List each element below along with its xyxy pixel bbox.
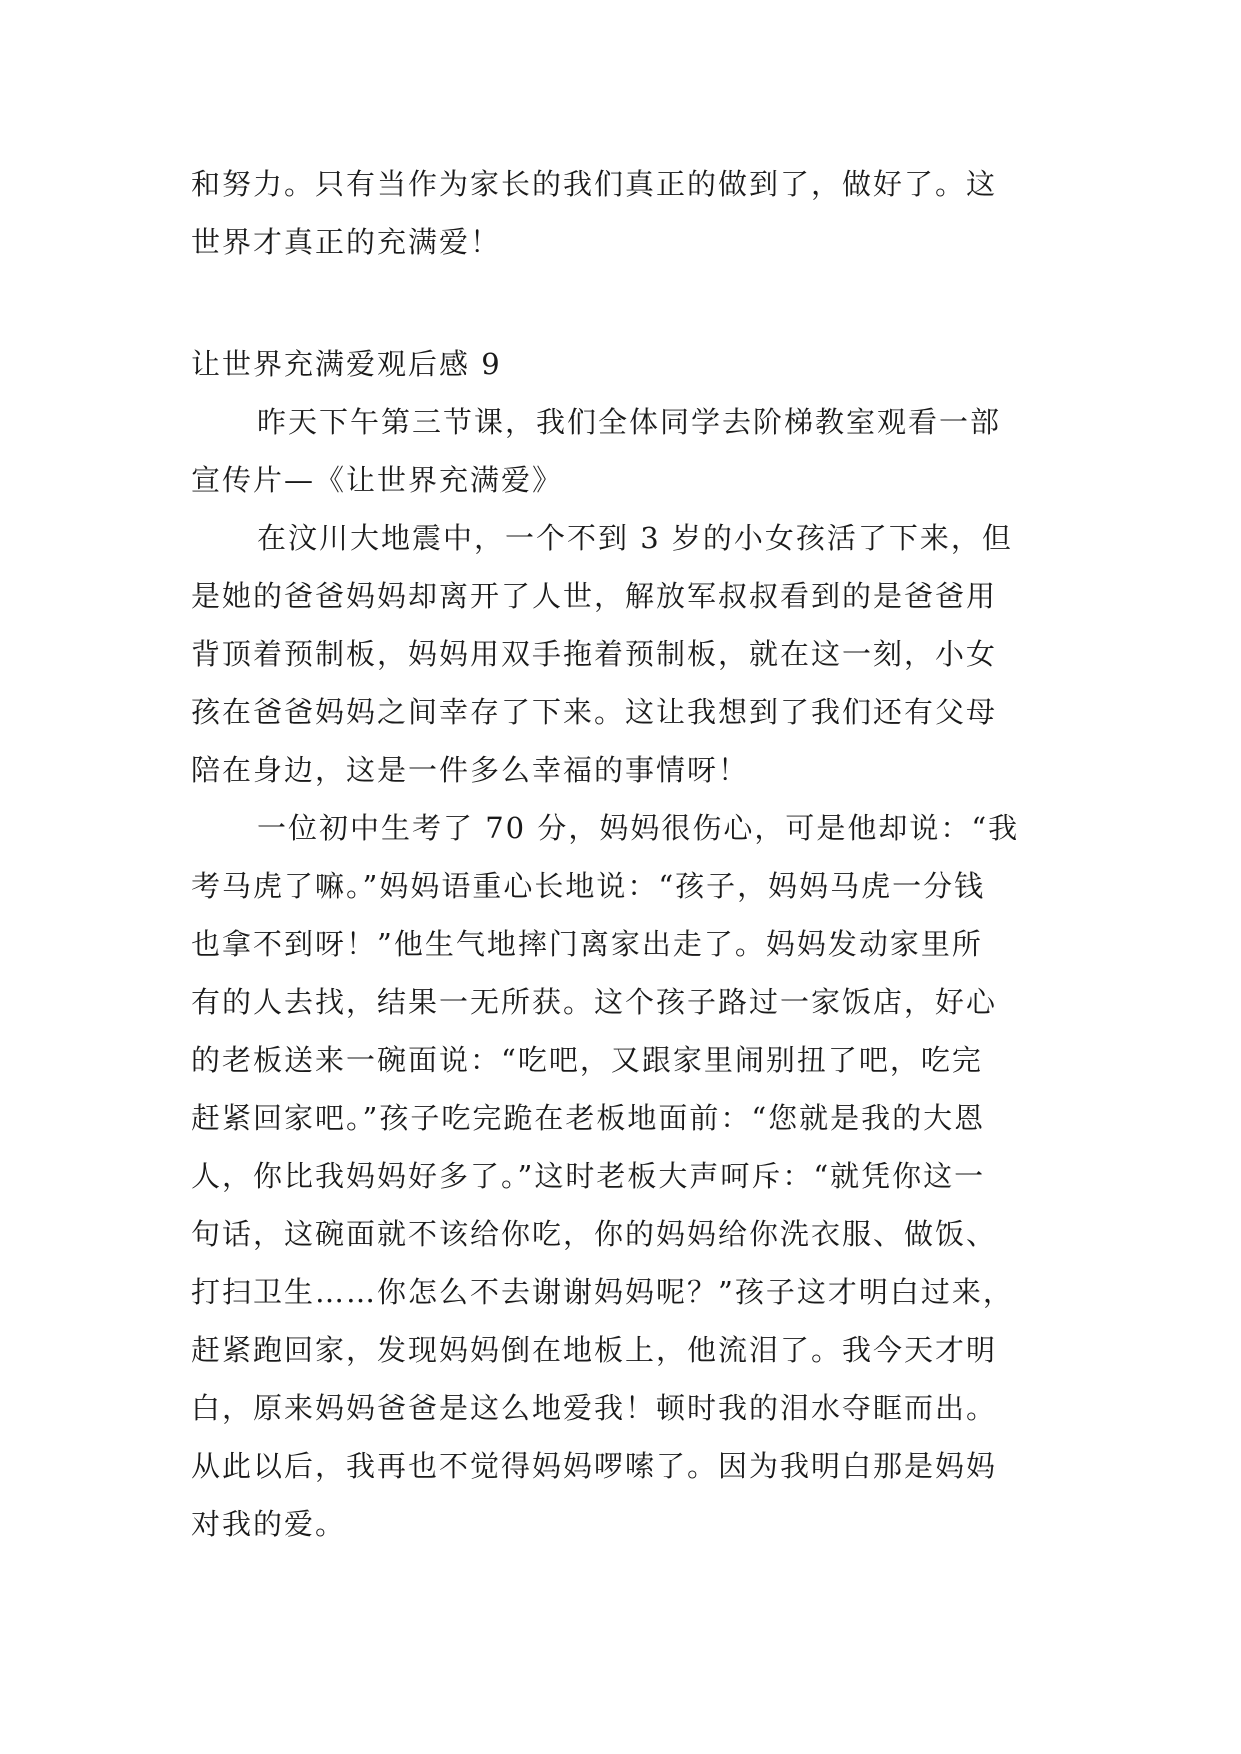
text-line: 背顶着预制板，妈妈用双手拖着预制板，就在这一刻，小女 (191, 637, 998, 671)
text-line: 世界才真正的充满爱！ (191, 225, 502, 259)
text-line: 一位初中生考了 70 分，妈妈很伤心，可是他却说：“我 (257, 811, 1020, 845)
text-line: 在汶川大地震中，一个不到 3 岁的小女孩活了下来，但 (257, 521, 1013, 555)
text-line: 昨天下午第三节课，我们全体同学去阶梯教室观看一部 (257, 405, 1002, 439)
text-line: 有的人去找，结果一无所获。这个孩子路过一家饭店，好心 (191, 985, 998, 1019)
text-line: 陪在身边，这是一件多么幸福的事情呀！ (191, 753, 750, 787)
text-line: 从此以后，我再也不觉得妈妈啰嗦了。因为我明白那是妈妈 (191, 1449, 998, 1483)
text-line: 人，你比我妈妈好多了。”这时老板大声呵斥：“就凭你这一 (191, 1159, 986, 1193)
text-line: 白，原来妈妈爸爸是这么地爱我！顿时我的泪水夺眶而出。 (191, 1391, 998, 1425)
text-line: 对我的爱。 (191, 1507, 347, 1541)
text-line: 孩在爸爸妈妈之间幸存了下来。这让我想到了我们还有父母 (191, 695, 998, 729)
text-line: 的老板送来一碗面说：“吃吧，又跟家里闹别扭了吧，吃完 (191, 1043, 983, 1077)
text-line: 宣传片—《让世界充满爱》 (191, 463, 564, 497)
paragraph-student-story (191, 799, 1071, 1553)
text-line: 和努力。只有当作为家长的我们真正的做到了，做好了。这 (191, 167, 998, 201)
paragraph-earthquake (191, 509, 1071, 799)
text-line: 也拿不到呀！”他生气地摔门离家出走了。妈妈发动家里所 (191, 927, 983, 961)
text-line: 是她的爸爸妈妈却离开了人世，解放军叔叔看到的是爸爸用 (191, 579, 998, 613)
text-line: 赶紧回家吧。”孩子吃完跪在老板地面前：“您就是我的大恩 (191, 1101, 986, 1135)
text-line: 句话，这碗面就不该给你吃，你的妈妈给你洗衣服、做饭、 (191, 1217, 998, 1251)
section-title-text: 让世界充满爱观后感 9 (191, 347, 502, 381)
paragraph-intro (191, 393, 1071, 509)
section-title (191, 335, 1071, 393)
text-line: 考马虎了嘛。”妈妈语重心长地说：“孩子，妈妈马虎一分钱 (191, 869, 986, 903)
text-line: 赶紧跑回家，发现妈妈倒在地板上，他流泪了。我今天才明 (191, 1333, 998, 1367)
carryover-paragraph (191, 155, 1071, 271)
text-line: 打扫卫生……你怎么不去谢谢妈妈呢？”孩子这才明白过来， (191, 1275, 1014, 1309)
